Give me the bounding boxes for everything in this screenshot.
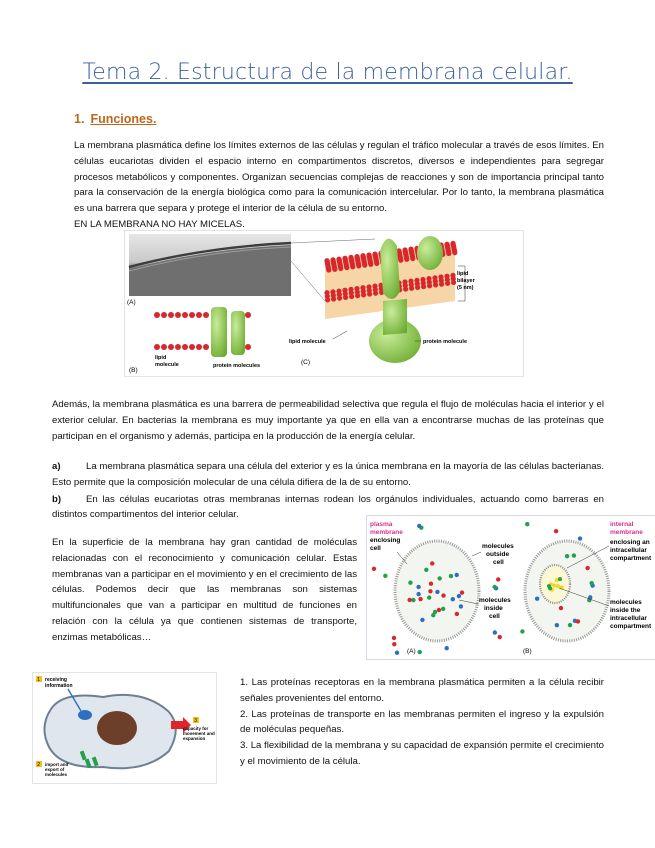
bilayer-3d-panel <box>289 236 476 366</box>
numbered-list <box>240 675 604 770</box>
cell-functions-figure <box>32 672 217 784</box>
fig2-mol-in-1: molecules <box>479 597 511 604</box>
fig3-receiving-1: receiving <box>45 677 67 683</box>
lipid-head <box>196 344 202 350</box>
lipid-head <box>367 291 372 296</box>
lipid-head <box>344 265 349 270</box>
fig1-lipid-bilayer-2: bilayer <box>457 278 475 284</box>
lipid-head <box>356 263 361 268</box>
fig1-protein-molecules-b: protein molecules <box>213 363 261 369</box>
molecule-dot <box>498 635 502 639</box>
lipid-head <box>398 258 403 263</box>
fig2-mol-out-1: molecules <box>482 543 514 550</box>
intro-paragraph <box>74 138 604 233</box>
molecule-dot <box>520 629 524 633</box>
lipid-head <box>373 291 378 296</box>
lipid-head <box>245 312 251 318</box>
fig1-label-c: (C) <box>301 359 311 366</box>
molecule-dot <box>558 577 562 581</box>
micrograph-panel <box>127 234 291 306</box>
molecule-dot <box>578 536 582 540</box>
fig3-receiving-2: information <box>45 683 73 689</box>
molecule-dot <box>493 630 497 634</box>
fig3-capacity-2: movement and <box>183 731 215 736</box>
lipid-head <box>203 312 209 318</box>
molecule-dot <box>547 584 551 588</box>
page-title: Tema 2. Estructura de la membrana celular. <box>82 60 573 85</box>
fig2-mol-intra-2: inside the <box>610 607 641 614</box>
molecule-dot <box>552 584 556 588</box>
fig3-num-3: 3 <box>194 718 197 724</box>
lipid-head <box>374 261 379 266</box>
molecule-dot <box>449 574 453 578</box>
molecule-dot <box>416 592 420 596</box>
lipid-head <box>326 267 331 272</box>
fig2-enc-an-2: intracellular <box>610 547 647 554</box>
lipid-head <box>189 344 195 350</box>
lipid-head <box>355 293 360 298</box>
molecule-dot <box>416 585 420 589</box>
molecule-dot <box>433 610 437 614</box>
fig2-label-a: (A) <box>407 648 416 655</box>
fig2-label-b: (B) <box>523 648 532 655</box>
fig2-enclosing-1: enclosing <box>370 537 401 544</box>
fig1-protein-molecule-c: protein molecule <box>423 339 468 345</box>
molecule-dot <box>435 590 439 594</box>
lipid-head <box>415 285 420 290</box>
molecule-dot <box>559 606 563 610</box>
bilayer-2d-panel <box>129 307 260 374</box>
fig2-enclosing-2: cell <box>370 545 381 552</box>
molecule-dot <box>395 651 399 655</box>
lipid-head <box>404 257 409 262</box>
molecule-dot <box>441 593 445 597</box>
lipid-head <box>445 281 450 286</box>
lipid-head <box>168 344 174 350</box>
lipid-head <box>446 251 451 256</box>
fig3-import-3: molecules <box>45 772 68 777</box>
molecule-dot <box>418 597 422 601</box>
fig2-mol-in-2: inside <box>484 605 503 612</box>
fig2-enc-an-1: enclosing an <box>610 539 650 546</box>
lipid-head <box>161 344 167 350</box>
no-micelas-note: EN LA MEMBRANA NO HAY MICELAS. <box>74 218 245 230</box>
lipid-head <box>451 280 456 285</box>
lipid-head <box>154 312 160 318</box>
molecule-dot <box>585 566 589 570</box>
molecule-dot <box>556 584 560 588</box>
molecule-dot <box>496 577 500 581</box>
lipid-head <box>452 250 457 255</box>
fig2-mol-out-3: cell <box>493 559 504 566</box>
molecule-dot <box>554 529 558 533</box>
list-item-b-label: b) <box>52 493 62 505</box>
molecule-dot <box>418 650 422 654</box>
numbered-item-2: 2. Las proteínas de transporte en las membranas permiten el ingreso y la expulsión de moléculas pequeñas. <box>240 708 604 736</box>
molecule-dot <box>535 596 539 600</box>
fig2-mol-intra-4: compartment <box>610 623 652 630</box>
molecule-dot <box>572 553 576 557</box>
molecule-dot <box>555 623 559 627</box>
fig2-mol-intra-1: molecules <box>610 599 642 606</box>
molecule-dot <box>417 524 421 528</box>
fig2-internal-1: internal <box>610 521 634 528</box>
molecule-dot <box>437 608 441 612</box>
fig3-capacity-3: expansion <box>183 736 206 741</box>
lipid-head <box>203 344 209 350</box>
molecule-dot <box>407 598 411 602</box>
lipid-head <box>433 282 438 287</box>
lipid-head <box>331 296 336 301</box>
list-item-a-text: La membrana plasmática separa una célula del exterior y es la única membrana en la mayoría de las células bacterianas. Esto permite que la composición molecular de una célula difiera de la de su entorno. <box>52 461 604 488</box>
molecule-dot <box>565 554 569 558</box>
numbered-item-1: 1. Las proteínas receptoras en la membrana plasmática permiten a la célula recibir señales provenientes del entorno. <box>240 677 604 704</box>
list-item-a-label: a) <box>52 461 61 472</box>
lipid-head <box>182 344 188 350</box>
molecule-dot <box>525 522 529 526</box>
molecule-dot <box>372 567 376 571</box>
molecule-dot <box>392 642 396 646</box>
molecule-dot <box>451 597 455 601</box>
lipid-head <box>427 283 432 288</box>
lipid-head <box>161 312 167 318</box>
lipid-head <box>154 344 160 350</box>
cell-a <box>395 541 479 641</box>
lipid-head <box>325 297 330 302</box>
fig2-mol-in-3: cell <box>489 613 500 620</box>
molecule-dot <box>429 582 433 586</box>
molecule-dot <box>392 636 396 640</box>
molecule-dot <box>455 612 459 616</box>
lipid-head <box>182 312 188 318</box>
fig1-lipid-bilayer-3: (5 nm) <box>457 285 474 291</box>
lipid-head <box>175 312 181 318</box>
molecule-dot <box>408 580 412 584</box>
membrane-structure-illustration <box>125 231 523 376</box>
cell-compartment-figure <box>366 515 655 660</box>
fig1-lipid-molecule-b-2: molecule <box>155 362 179 368</box>
molecule-dot <box>576 619 580 623</box>
lipid-head <box>403 286 408 291</box>
intro-text: La membrana plasmática define los límites externos de las células y regulan el tráfico molecular a través de esos límites. En células eucariotas dividen el espacio interno en compartimentos discretos, diversos e independientes para segregar procesos metabólicos y componentes. Organizan secuencias complejas de reacciones y son de importancia principal tanto para la conservación de la energía biológica como para la comunicación intercelular. Por lo tanto, la membrana plasmática es una barrera que separa y protege el interior de la célula de su entorno. <box>74 140 604 215</box>
surface-paragraph: En la superficie de la membrana hay gran cantidad de moléculas relacionadas con el reconocimiento y comunicación celular. Estas membranas van a participar en el movimiento y en el crecimiento de las células. Podemos decir que las membranas son sistemas multifuncionales que van a participar en multitud de funciones en relación con la célula ya que contienen sistemas de transporte, enzimas metabólicas… <box>52 537 358 643</box>
molecule-dot <box>589 581 593 585</box>
fig1-lipid-molecule-b-1: lipid <box>155 355 167 361</box>
membrane-structure-figure <box>124 230 524 377</box>
molecule-dot <box>420 618 424 622</box>
list-item-a <box>52 459 604 491</box>
fig3-import-2: export of <box>45 767 65 772</box>
molecule-dot <box>383 574 387 578</box>
lipid-head <box>409 286 414 291</box>
fig3-num-2: 2 <box>37 762 40 768</box>
lipid-head <box>361 292 366 297</box>
fig2-internal-2: membrane <box>610 529 643 536</box>
permeability-paragraph: Además, la membrana plasmática es una barrera de permeabilidad selectiva que regula el flujo de moléculas hacia el interior y el exterior celular. En bacterias la membrana es muy importante ya que en ella van a encontrarse muchas de las proteínas que participan en el organismo y además, participa en la producción de la energía celular. <box>52 399 604 442</box>
section-number: 1. <box>74 112 85 126</box>
molecule-dot <box>460 590 464 594</box>
molecule-dot <box>437 576 441 580</box>
lipid-head <box>439 282 444 287</box>
lipid-head <box>168 312 174 318</box>
section-label: Funciones. <box>90 112 157 126</box>
lipid-head <box>343 295 348 300</box>
fig3-import-1: import and <box>45 762 69 767</box>
lipid-head <box>332 267 337 272</box>
molecule-dot <box>441 607 445 611</box>
molecule-dot <box>568 623 572 627</box>
molecule-dot <box>428 589 432 593</box>
fig2-mol-intra-3: intracellular <box>610 615 647 622</box>
molecule-dot <box>424 568 428 572</box>
fig2-mol-out-2: outside <box>486 551 510 558</box>
molecule-dot <box>455 573 459 577</box>
lipid-head <box>362 263 367 268</box>
lipid-head <box>245 344 251 350</box>
fig1-lipid-bilayer-1: lipid <box>457 271 469 277</box>
molecule-dot <box>493 585 497 589</box>
molecule-dot <box>427 595 431 599</box>
fig2-enc-an-3: compartment <box>610 555 652 562</box>
section-heading <box>74 112 156 126</box>
fig1-label-b: (B) <box>129 367 138 374</box>
molecule-dot <box>444 646 448 650</box>
fig2-plasma-2: membrane <box>370 529 403 536</box>
cell-functions-illustration <box>33 673 216 783</box>
lipid-head <box>350 264 355 269</box>
lipid-head <box>337 296 342 301</box>
list-item-b-text: En las células eucariotas otras membranas internas rodean los orgánulos individuales, actuando como barreras en distintos compartimentos del interior celular. <box>52 493 604 521</box>
lipid-head <box>410 256 415 261</box>
lipid-head <box>189 312 195 318</box>
molecule-dot <box>430 561 434 565</box>
lipid-head <box>175 344 181 350</box>
lipid-head <box>349 294 354 299</box>
lipid-head <box>338 266 343 271</box>
lipid-head <box>368 262 373 267</box>
fig1-lipid-molecule-c: lipid molecule <box>289 339 326 345</box>
molecule-dot <box>411 598 415 602</box>
lipid-head <box>421 284 426 289</box>
molecule-dot <box>459 604 463 608</box>
cell-compartment-illustration <box>367 516 655 659</box>
lipid-head <box>196 312 202 318</box>
numbered-item-3: 3. La flexibilidad de la membrana y su capacidad de expansión permite el crecimiento y el movimiento de la célula. <box>240 740 604 767</box>
fig3-num-1: 1 <box>37 677 40 683</box>
molecule-dot <box>457 594 461 598</box>
fig1-label-a: (A) <box>127 299 136 306</box>
fig2-plasma-1: plasma <box>370 521 393 528</box>
lettered-list <box>52 459 604 523</box>
fig3-capacity-1: capacity for <box>183 726 209 731</box>
